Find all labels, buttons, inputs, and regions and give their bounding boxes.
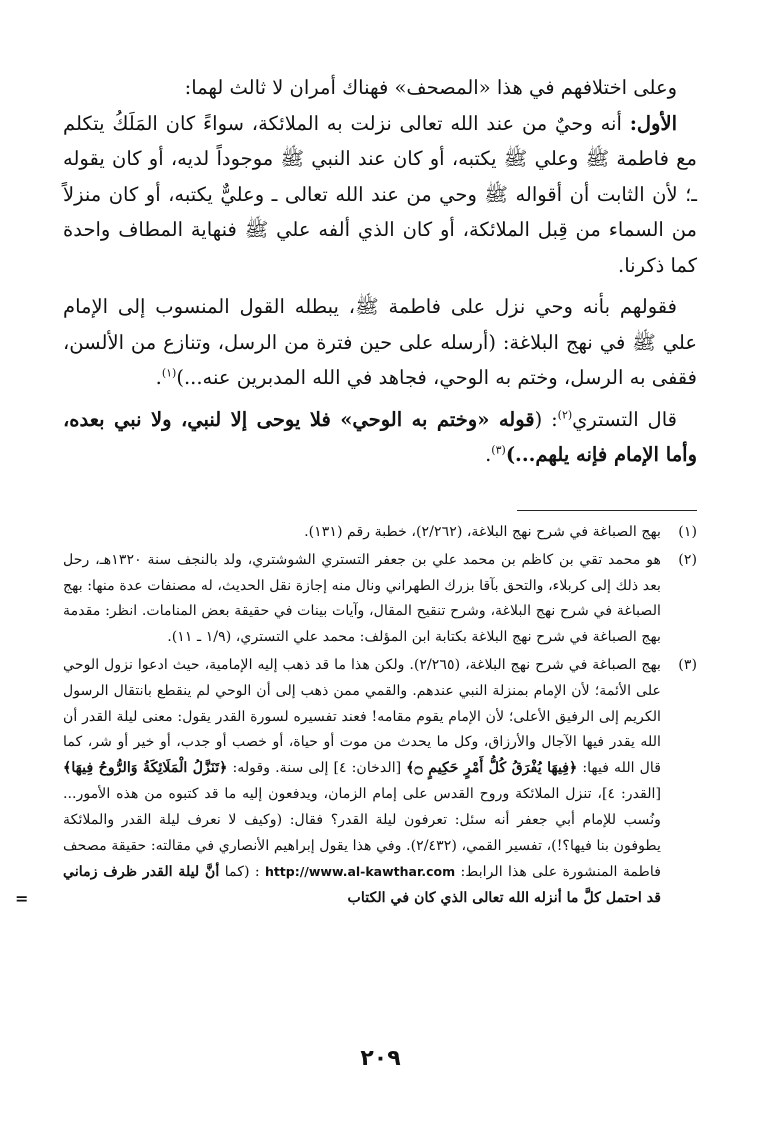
paragraph-intro: وعلى اختلافهم في هذا «المصحف» فهناك أمران لا ثالث لهما: (184, 76, 677, 99)
main-text (63, 70, 697, 473)
footnote-2-number: (٢) (678, 551, 697, 568)
footnote-ref-2[interactable]: (٢) (557, 408, 573, 421)
footnote-1 (63, 520, 697, 546)
footnote-3-text-c: [القدر: ٤]، تنزل الملائكة وروح القدس على إمام الزمان، ويدفعون إليه ما قد كتبوه من هذه الأمور... ونُسب للإمام أبي جعفر أنه سئل: تعرفون ليلة القدر؟ فقال: (وكيف لا نعرف ليلة القدر والملائكة يطوفون بنا فيها؟!)، تفسير القمي، (٢/٤٣٢). وفي هذا يقول إبراهيم الأنصاري في مقالته: حقيقة مصحف فاطمة المنشورة على هذا الرابط: (63, 785, 662, 881)
footnote-3-text-b: [الدخان: ٤] إلى سنة. وقوله: (232, 760, 402, 777)
footnote-separator (517, 510, 697, 511)
footnote-3 (15, 653, 697, 912)
first-matter-text: أنه وحيٌ من عند الله تعالى نزلت به الملائكة، سواءً كان المَلَكُ يتكلم مع فاطمة ﷺ وعلي ﷺ يكتبه، أو كان عند النبي ﷺ موجوداً لديه، أو كان يقوله ـ؛ لأن الثابت أن أقواله ﷺ وحي من عند الله تعالى ـ وعليٌّ يكتبه، أو كان منزلاً من السماء من قِبل الملائكة، أو كان الذي ألفه علي ﷺ فنهاية المطاف واحدة كما ذكرنا. (63, 111, 697, 277)
paragraph-tustari-quote: قال التستري$^{(٢)}$: (قوله «وختم به الوحي» فلا يوحى إلا لنبي، ولا نبي بعده، وأما الإمام فإنه يلهم...)$^{(٣)}$. (63, 407, 697, 466)
tustari-colon: : ( (534, 407, 558, 431)
footnote-3-number: (٣) (678, 656, 697, 673)
tustari-quote: قوله «وختم به الوحي» فلا يوحى إلا لنبي، ولا نبي بعده، وأما الإمام فإنه يلهم...) (63, 407, 697, 466)
page-number: ٢٠٩ (360, 1046, 401, 1071)
paragraph-first-matter (63, 106, 697, 284)
rebuttal-text: فقولهم بأنه وحي نزل على فاطمة ﷺ، يبطله القول المنسوب إلى الإمام علي ﷺ في نهج البلاغة: (أرسله على حين فترة من الرسل، وتنازع من الألسن، فقفى به الرسل، وختم به الوحي، فجاهد في الله المدبرين عنه...) (63, 295, 697, 389)
paragraph-rebuttal: فقولهم بأنه وحي نزل على فاطمة ﷺ، يبطله القول المنسوب إلى الإمام علي ﷺ في نهج البلاغة: (أرسله على حين فترة من الرسل، وتنازع من الألسن، فقفى به الرسل، وختم به الوحي، فجاهد في الله المدبرين عنه...)$^{(١)}$. (63, 295, 697, 389)
footnote-3-bold-quote: أنَّ ليلة القدر ظرف زماني قد احتمل كلَّ ما أنزله الله تعالى الذي كان في الكتاب (63, 864, 661, 907)
footnote-2-text: هو محمد تقي بن كاظم بن محمد علي بن جعفر التستري الشوشتري، ولد بالنجف سنة ١٣٢٠هـ، رحل بعد ذلك إلى كربلاء، والتحق بآقا بزرك الطهراني ونال منه إجازة نقل الحديث، له مصنفات عدة منها: بهج الصباغة في شرح نهج البلاغة، وشرح تنقيح المقال، وآيات بينات في حقيقة بعض المنامات. انظر: مقدمة بهج الصباغة في شرح نهج البلاغة بكتابة ابن المؤلف: محمد علي التستري، (١/٩ ـ ١١). (63, 551, 662, 646)
footnote-3-text-d: : (كما (224, 864, 260, 881)
footnote-ref-3[interactable]: (٣) (491, 443, 506, 457)
footnote-3-text-a: بهج الصباغة في شرح نهج البلاغة، (٢/٢٦٥). ولكن هذا ما قد ذهب إليه الإمامية، حيث ادعوا نزول الوحي على الأئمة؛ لأن الإمام بمنزلة النبي عندهم. والقمي ممن ذهب إلى أن الوحي لم ينقطع بانتقال الرسول الكريم إلى الرفيق الأعلى؛ لأن الإمام يقوم مقامه! فعند تفسيره لسورة القدر يقول: معنى ليلة القدر أن الله يقدر فيها الآجال والأرزاق، وكل ما يحدث من موت أو حياة، أو خصب أو جدب، أو خير أو شر، كما قال الله فيها: (63, 656, 661, 777)
quran-verse-2: ﴿تَنَزَّلُ الْمَلَائِكَةُ وَالرُّوحُ فِيهَا﴾ (63, 760, 228, 777)
footnote-1-text: بهج الصباغة في شرح نهج البلاغة، (٢/٢٦٢)، خطبة رقم (١٣١). (304, 524, 661, 540)
footnotes (15, 520, 697, 912)
continuation-mark: = (15, 889, 29, 909)
footnote-1-number: (١) (678, 524, 697, 540)
tustari-intro: قال التستري (572, 407, 677, 431)
footnote-ref-1[interactable]: (١) (161, 366, 177, 380)
footnote-2 (63, 548, 697, 651)
footnote-3-url-link[interactable]: http://www.al-kawthar.com (264, 864, 456, 880)
quran-verse-1: ﴿فِيهَا يُفْرَقُ كُلُّ أَمْرٍ حَكِيمٍ ۝﴾ (406, 760, 578, 777)
first-matter-lead: الأول: (629, 111, 678, 135)
